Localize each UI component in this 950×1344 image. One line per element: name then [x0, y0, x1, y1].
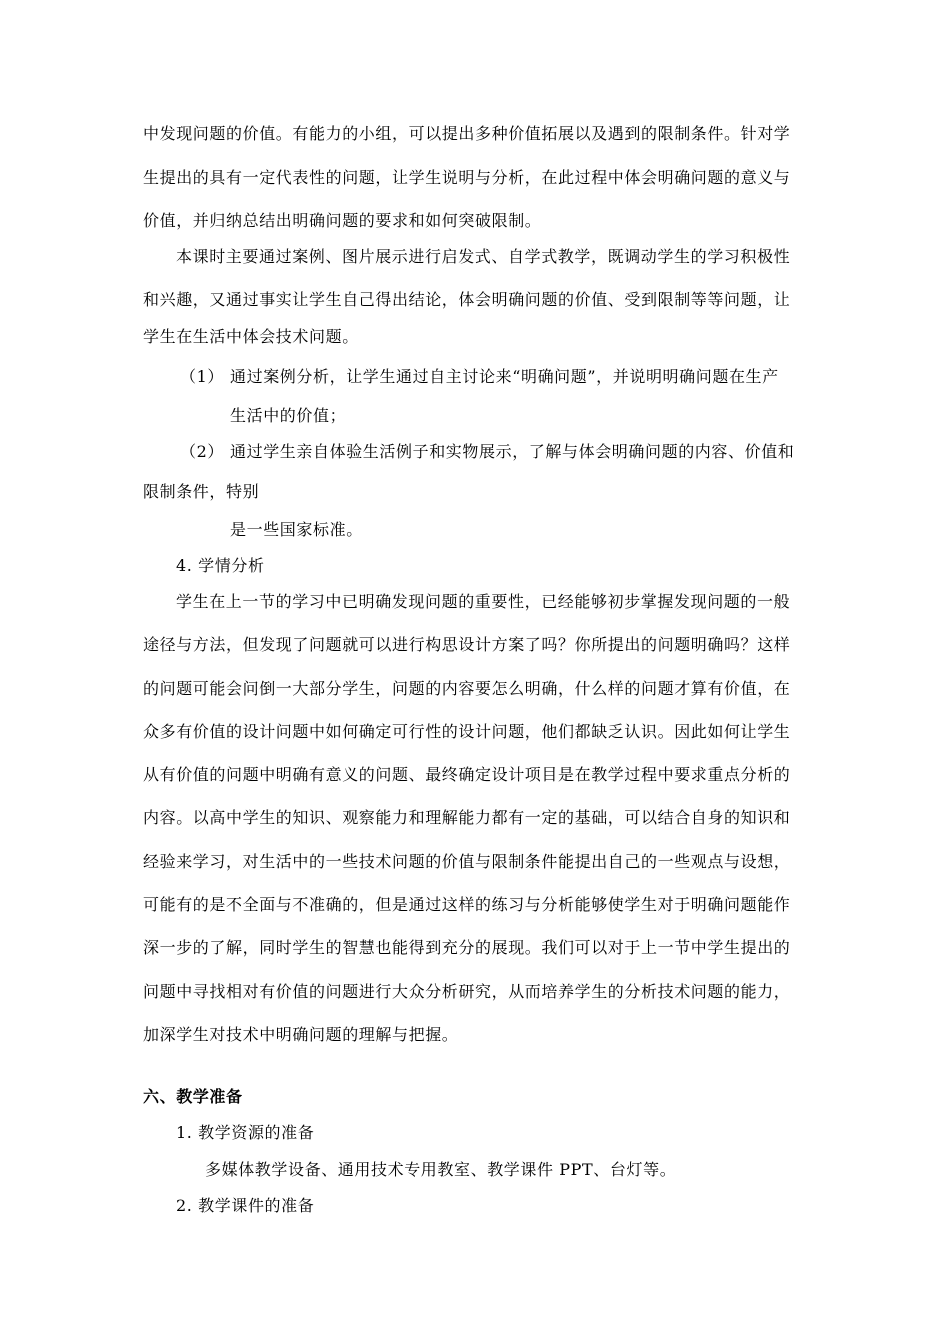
objective-number: （1） — [180, 367, 224, 386]
paragraph-line: 学生在生活中体会技术问题。 — [143, 327, 359, 346]
paragraph-line: 经验来学习，对生活中的一些技术问题的价值与限制条件能提出自己的一些观点与设想， — [143, 852, 791, 871]
paragraph-line: 的问题可能会问倒一大部分学生，问题的内容要怎么明确，什么样的问题才算有价值，在 — [143, 679, 791, 698]
paragraph-line: 生提出的具有一定代表性的问题，让学生说明与分析，在此过程中体会明确问题的意义与 — [143, 168, 791, 187]
list-item-title: 2. 教学课件的准备 — [176, 1196, 315, 1215]
objective-text: 是一些国家标准。 — [230, 520, 363, 539]
paragraph-line: 可能有的是不全面与不准确的，但是通过这样的练习与分析能够使学生对于明确问题能作 — [143, 895, 791, 914]
paragraph-line: 从有价值的问题中明确有意义的问题、最终确定设计项目是在教学过程中要求重点分析的 — [143, 765, 791, 784]
list-item-title: 1. 教学资源的准备 — [176, 1123, 315, 1142]
paragraph-line: 众多有价值的设计问题中如何确定可行性的设计问题，他们都缺乏认识。因此如何让学生 — [143, 722, 791, 741]
paragraph-line: 本课时主要通过案例、图片展示进行启发式、自学式教学，既调动学生的学习积极性 — [176, 247, 791, 266]
objective-text: 通过案例分析，让学生通过自主讨论来“明确问题”，并说明明确问题在生产 — [230, 367, 779, 386]
paragraph-line: 内容。以高中学生的知识、观察能力和理解能力都有一定的基础，可以结合自身的知识和 — [143, 808, 791, 827]
section-title: 4. 学情分析 — [176, 556, 265, 575]
paragraph-line: 问题中寻找相对有价值的问题进行大众分析研究，从而培养学生的分析技术问题的能力， — [143, 982, 791, 1001]
objective-text: 通过学生亲自体验生活例子和实物展示，了解与体会明确问题的内容、价值和 — [230, 442, 795, 461]
section-heading: 六、教学准备 — [143, 1087, 243, 1106]
paragraph-line: 价值，并归纳总结出明确问题的要求和如何突破限制。 — [143, 211, 542, 230]
list-item-text: 多媒体教学设备、通用技术专用教室、教学课件 PPT、台灯等。 — [205, 1160, 677, 1179]
paragraph-line: 学生在上一节的学习中已明确发现问题的重要性，已经能够初步掌握发现问题的一般 — [176, 592, 791, 611]
paragraph-line: 途径与方法，但发现了问题就可以进行构思设计方案了吗？你所提出的问题明确吗？这样 — [143, 635, 791, 654]
objective-number: （2） — [180, 442, 224, 461]
paragraph-line: 深一步的了解，同时学生的智慧也能得到充分的展现。我们可以对于上一节中学生提出的 — [143, 938, 791, 957]
paragraph-line: 加深学生对技术中明确问题的理解与把握。 — [143, 1025, 459, 1044]
paragraph-line: 中发现问题的价值。有能力的小组，可以提出多种价值拓展以及遇到的限制条件。针对学 — [143, 124, 791, 143]
paragraph-line: 和兴趣，又通过事实让学生自己得出结论，体会明确问题的价值、受到限制等等问题，让 — [143, 290, 791, 309]
objective-text: 限制条件，特别 — [143, 482, 260, 501]
objective-text: 生活中的价值； — [230, 406, 347, 425]
